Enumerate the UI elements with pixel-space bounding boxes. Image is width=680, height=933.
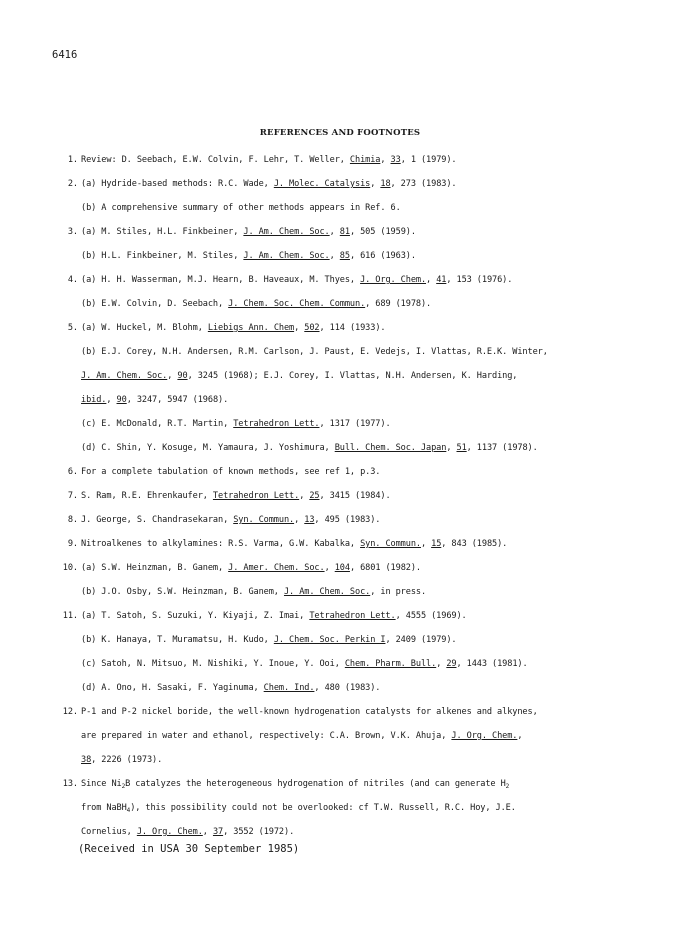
citation-underlined: Tetrahedron Lett. bbox=[233, 419, 320, 429]
reference-text bbox=[81, 706, 538, 718]
citation-text: , 480 (1983). bbox=[314, 683, 381, 693]
citation-text: , bbox=[299, 491, 310, 501]
citation-underlined: J. Molec. Catalysis bbox=[273, 179, 371, 189]
citation-text: , in press. bbox=[370, 587, 427, 597]
citation-underlined: Liebigs Ann. Chem bbox=[207, 323, 295, 333]
citation-underlined: 29 bbox=[446, 659, 457, 669]
reference-text bbox=[81, 682, 380, 694]
citation-text: Nitroalkenes to alkylamines: R.S. Varma, G.W. Kabalka, bbox=[81, 539, 361, 549]
reference-line bbox=[56, 490, 656, 514]
citation-text: , 4555 (1969). bbox=[395, 611, 467, 621]
reference-line bbox=[56, 346, 656, 370]
citation-underlined: 81 bbox=[339, 227, 350, 237]
citation-text: ), this possibility could not be overlooked: cf T.W. Russell, R.C. Hoy, J.E. bbox=[130, 803, 516, 813]
citation-text: , bbox=[446, 443, 457, 453]
citation-text: (b) J.O. Osby, S.W. Heinzman, B. Ganem, bbox=[81, 587, 284, 597]
citation-text: , bbox=[324, 563, 335, 573]
reference-text bbox=[81, 538, 507, 550]
reference-line bbox=[56, 562, 656, 586]
subscript: 2 bbox=[121, 783, 126, 790]
reference-line bbox=[56, 634, 656, 658]
reference-text bbox=[81, 778, 509, 790]
reference-line bbox=[56, 250, 656, 274]
citation-text: , 2409 (1979). bbox=[385, 635, 457, 645]
citation-text: , 273 (1983). bbox=[390, 179, 457, 189]
citation-underlined: 18 bbox=[380, 179, 391, 189]
reference-text bbox=[81, 322, 385, 334]
citation-text: S. Ram, R.E. Ehrenkaufer, bbox=[81, 491, 213, 501]
reference-line bbox=[56, 298, 656, 322]
citation-text: P-1 and P-2 nickel boride, the well-known hydrogenation catalysts for alkenes and alkynes, bbox=[81, 707, 538, 717]
citation-underlined: 13 bbox=[304, 515, 315, 525]
citation-underlined: J. Chem. Soc. Perkin I bbox=[273, 635, 386, 645]
citation-text: , 114 (1933). bbox=[319, 323, 386, 333]
citation-text: (b) E.J. Corey, N.H. Andersen, R.M. Carlson, J. Paust, E. Vedejs, I. Vlattas, R.E.K. Winter, bbox=[81, 347, 548, 357]
citation-text: , 505 (1959). bbox=[349, 227, 416, 237]
citation-text: (a) T. Satoh, S. Suzuki, Y. Kiyaji, Z. Imai, bbox=[81, 611, 310, 621]
citation-text: Cornelius, bbox=[81, 827, 137, 837]
citation-underlined: 90 bbox=[116, 395, 127, 405]
citation-text: , 689 (1978). bbox=[365, 299, 432, 309]
citation-text: , 3247, 5947 (1968). bbox=[126, 395, 229, 405]
citation-underlined: Tetrahedron Lett. bbox=[212, 491, 300, 501]
reference-text bbox=[81, 754, 162, 766]
reference-number: 12. bbox=[62, 707, 78, 717]
reference-text bbox=[81, 586, 426, 598]
citation-text: (a) M. Stiles, H.L. Finkbeiner, bbox=[81, 227, 244, 237]
reference-number: 13. bbox=[62, 779, 78, 789]
reference-number: 11. bbox=[62, 611, 78, 621]
reference-line bbox=[56, 586, 656, 610]
citation-text: Review: D. Seebach, E.W. Colvin, F. Lehr, T. Weller, bbox=[81, 155, 350, 165]
citation-text: , bbox=[380, 155, 391, 165]
reference-text bbox=[81, 346, 548, 358]
citation-text: , 1443 (1981). bbox=[456, 659, 528, 669]
citation-text: , bbox=[202, 827, 213, 837]
citation-text: , bbox=[517, 731, 523, 741]
reference-line bbox=[56, 442, 656, 466]
reference-line bbox=[56, 706, 656, 730]
reference-number: 4. bbox=[67, 275, 78, 285]
reference-number: 8. bbox=[67, 515, 78, 525]
citation-underlined: 25 bbox=[309, 491, 320, 501]
reference-text bbox=[81, 418, 391, 430]
citation-underlined: 502 bbox=[304, 323, 320, 333]
citation-underlined: Chimia bbox=[349, 155, 381, 165]
citation-underlined: 15 bbox=[431, 539, 442, 549]
citation-text: , 3245 (1968); E.J. Corey, I. Vlattas, N.H. Andersen, K. Harding, bbox=[187, 371, 518, 381]
citation-underlined: Tetrahedron Lett. bbox=[309, 611, 396, 621]
reference-line bbox=[56, 418, 656, 442]
subscript: 2 bbox=[505, 783, 510, 790]
citation-text: (c) E. McDonald, R.T. Martin, bbox=[81, 419, 234, 429]
citation-text: , bbox=[420, 539, 432, 549]
citation-text: (b) K. Hanaya, T. Muramatsu, H. Kudo, bbox=[81, 635, 274, 645]
citation-text: , bbox=[329, 251, 340, 261]
citation-text: J. George, S. Chandrasekaran, bbox=[81, 515, 234, 525]
reference-line bbox=[56, 154, 656, 178]
page-number: 6416 bbox=[52, 49, 78, 61]
citation-text: , 843 (1985). bbox=[441, 539, 508, 549]
citation-text: , 1317 (1977). bbox=[319, 419, 391, 429]
reference-number: 6. bbox=[67, 467, 78, 477]
citation-underlined: 90 bbox=[177, 371, 188, 381]
citation-underlined: 33 bbox=[390, 155, 401, 165]
reference-text bbox=[81, 154, 457, 166]
reference-line bbox=[56, 202, 656, 226]
reference-line bbox=[56, 754, 656, 778]
reference-text bbox=[81, 802, 516, 814]
citation-text: , bbox=[370, 179, 381, 189]
reference-text bbox=[81, 826, 294, 838]
reference-text bbox=[81, 250, 416, 262]
citation-text: (a) S.W. Heinzman, B. Ganem, bbox=[81, 563, 229, 573]
reference-line bbox=[56, 466, 656, 490]
reference-line bbox=[56, 658, 656, 682]
citation-text: are prepared in water and ethanol, respectively: C.A. Brown, V.K. Ahuja, bbox=[81, 731, 452, 741]
citation-text: B catalyzes the heterogeneous hydrogenation of nitriles (and can generate H bbox=[125, 779, 506, 789]
reference-text bbox=[81, 274, 512, 286]
reference-text bbox=[81, 610, 467, 622]
citation-text: , bbox=[436, 659, 447, 669]
reference-number: 2. bbox=[67, 179, 78, 189]
citation-underlined: 85 bbox=[339, 251, 350, 261]
reference-text bbox=[81, 298, 431, 310]
reference-line bbox=[56, 178, 656, 202]
reference-text bbox=[81, 562, 421, 574]
citation-text: (a) H. H. Wasserman, M.J. Hearn, B. Haveaux, M. Thyes, bbox=[81, 275, 361, 285]
citation-text: (b) A comprehensive summary of other methods appears in Ref. 6. bbox=[81, 203, 401, 213]
citation-text: , bbox=[294, 323, 305, 333]
citation-text: (b) H.L. Finkbeiner, M. Stiles, bbox=[81, 251, 244, 261]
citation-text: Since Ni bbox=[81, 779, 122, 789]
reference-line bbox=[56, 514, 656, 538]
citation-text: (a) W. Huckel, M. Blohm, bbox=[81, 323, 208, 333]
citation-underlined: J. Org. Chem. bbox=[136, 827, 203, 837]
citation-text: (a) Hydride-based methods: R.C. Wade, bbox=[81, 179, 274, 189]
reference-text bbox=[81, 514, 380, 526]
reference-number: 7. bbox=[67, 491, 78, 501]
citation-text: , bbox=[106, 395, 117, 405]
reference-number: 1. bbox=[67, 155, 78, 165]
reference-text bbox=[81, 466, 380, 478]
references-heading: REFERENCES AND FOOTNOTES bbox=[259, 128, 421, 138]
citation-text: , bbox=[426, 275, 437, 285]
reference-line bbox=[56, 682, 656, 706]
citation-text: (d) C. Shin, Y. Kosuge, M. Yamaura, J. Yoshimura, bbox=[81, 443, 335, 453]
citation-underlined: Chem. Pharm. Bull. bbox=[344, 659, 437, 669]
citation-text: , 153 (1976). bbox=[446, 275, 513, 285]
citation-underlined: J. Am. Chem. Soc. bbox=[243, 251, 330, 261]
citation-underlined: Syn. Commun. bbox=[233, 515, 295, 525]
reference-number: 9. bbox=[67, 539, 78, 549]
reference-line bbox=[56, 610, 656, 634]
citation-underlined: Chem. Ind. bbox=[263, 683, 315, 693]
citation-text: , 616 (1963). bbox=[349, 251, 416, 261]
reference-line bbox=[56, 730, 656, 754]
citation-underlined: J. Am. Chem. Soc. bbox=[283, 587, 371, 597]
citation-text: , 3415 (1984). bbox=[319, 491, 391, 501]
reference-line bbox=[56, 226, 656, 250]
citation-underlined: J. Amer. Chem. Soc. bbox=[228, 563, 325, 573]
citation-text: , 3552 (1972). bbox=[223, 827, 295, 837]
citation-underlined: Bull. Chem. Soc. Japan bbox=[334, 443, 447, 453]
received-date: (Received in USA 30 September 1985) bbox=[78, 843, 300, 855]
subscript: 4 bbox=[126, 807, 131, 814]
citation-underlined: J. Chem. Soc. Chem. Commun. bbox=[228, 299, 366, 309]
reference-line bbox=[56, 370, 656, 394]
reference-text bbox=[81, 658, 528, 670]
citation-underlined: 38 bbox=[81, 755, 92, 765]
citation-text: , 1137 (1978). bbox=[466, 443, 538, 453]
citation-underlined: 41 bbox=[436, 275, 447, 285]
reference-text bbox=[81, 394, 228, 406]
reference-line bbox=[56, 322, 656, 346]
citation-text: , bbox=[167, 371, 178, 381]
reference-text bbox=[81, 442, 538, 454]
reference-text bbox=[81, 226, 416, 238]
citation-underlined: J. Am. Chem. Soc. bbox=[243, 227, 330, 237]
citation-text: (b) E.W. Colvin, D. Seebach, bbox=[81, 299, 229, 309]
reference-number: 5. bbox=[67, 323, 78, 333]
reference-number: 3. bbox=[67, 227, 78, 237]
citation-text: , 2226 (1973). bbox=[91, 755, 163, 765]
reference-list bbox=[56, 154, 656, 850]
reference-text bbox=[81, 730, 522, 742]
reference-line bbox=[56, 538, 656, 562]
citation-text: For a complete tabulation of known methods, see ref 1, p.3. bbox=[81, 467, 381, 477]
reference-text bbox=[81, 370, 517, 382]
citation-underlined: 51 bbox=[456, 443, 467, 453]
reference-line bbox=[56, 394, 656, 418]
citation-underlined: 37 bbox=[212, 827, 224, 837]
citation-text: from NaBH bbox=[81, 803, 127, 813]
reference-text bbox=[81, 202, 401, 214]
reference-text bbox=[81, 490, 391, 502]
citation-underlined: Syn. Commun. bbox=[360, 539, 421, 549]
citation-text: (c) Satoh, N. Mitsuo, M. Nishiki, Y. Inoue, Y. Ooi, bbox=[81, 659, 345, 669]
citation-text: , 495 (1983). bbox=[314, 515, 381, 525]
citation-underlined: 104 bbox=[334, 563, 350, 573]
reference-line bbox=[56, 802, 656, 826]
reference-text bbox=[81, 634, 457, 646]
citation-underlined: ibid. bbox=[81, 395, 107, 405]
reference-line bbox=[56, 778, 656, 802]
reference-number: 10. bbox=[62, 563, 78, 573]
reference-line bbox=[56, 274, 656, 298]
citation-text: , 6801 (1982). bbox=[349, 563, 421, 573]
citation-underlined: J. Am. Chem. Soc. bbox=[81, 371, 168, 381]
citation-underlined: J. Org. Chem. bbox=[360, 275, 427, 285]
citation-text: (d) A. Ono, H. Sasaki, F. Yaginuma, bbox=[81, 683, 264, 693]
citation-text: , 1 (1979). bbox=[400, 155, 457, 165]
reference-text bbox=[81, 178, 457, 190]
citation-underlined: J. Org. Chem. bbox=[451, 731, 518, 741]
citation-text: , bbox=[329, 227, 340, 237]
citation-text: , bbox=[294, 515, 305, 525]
